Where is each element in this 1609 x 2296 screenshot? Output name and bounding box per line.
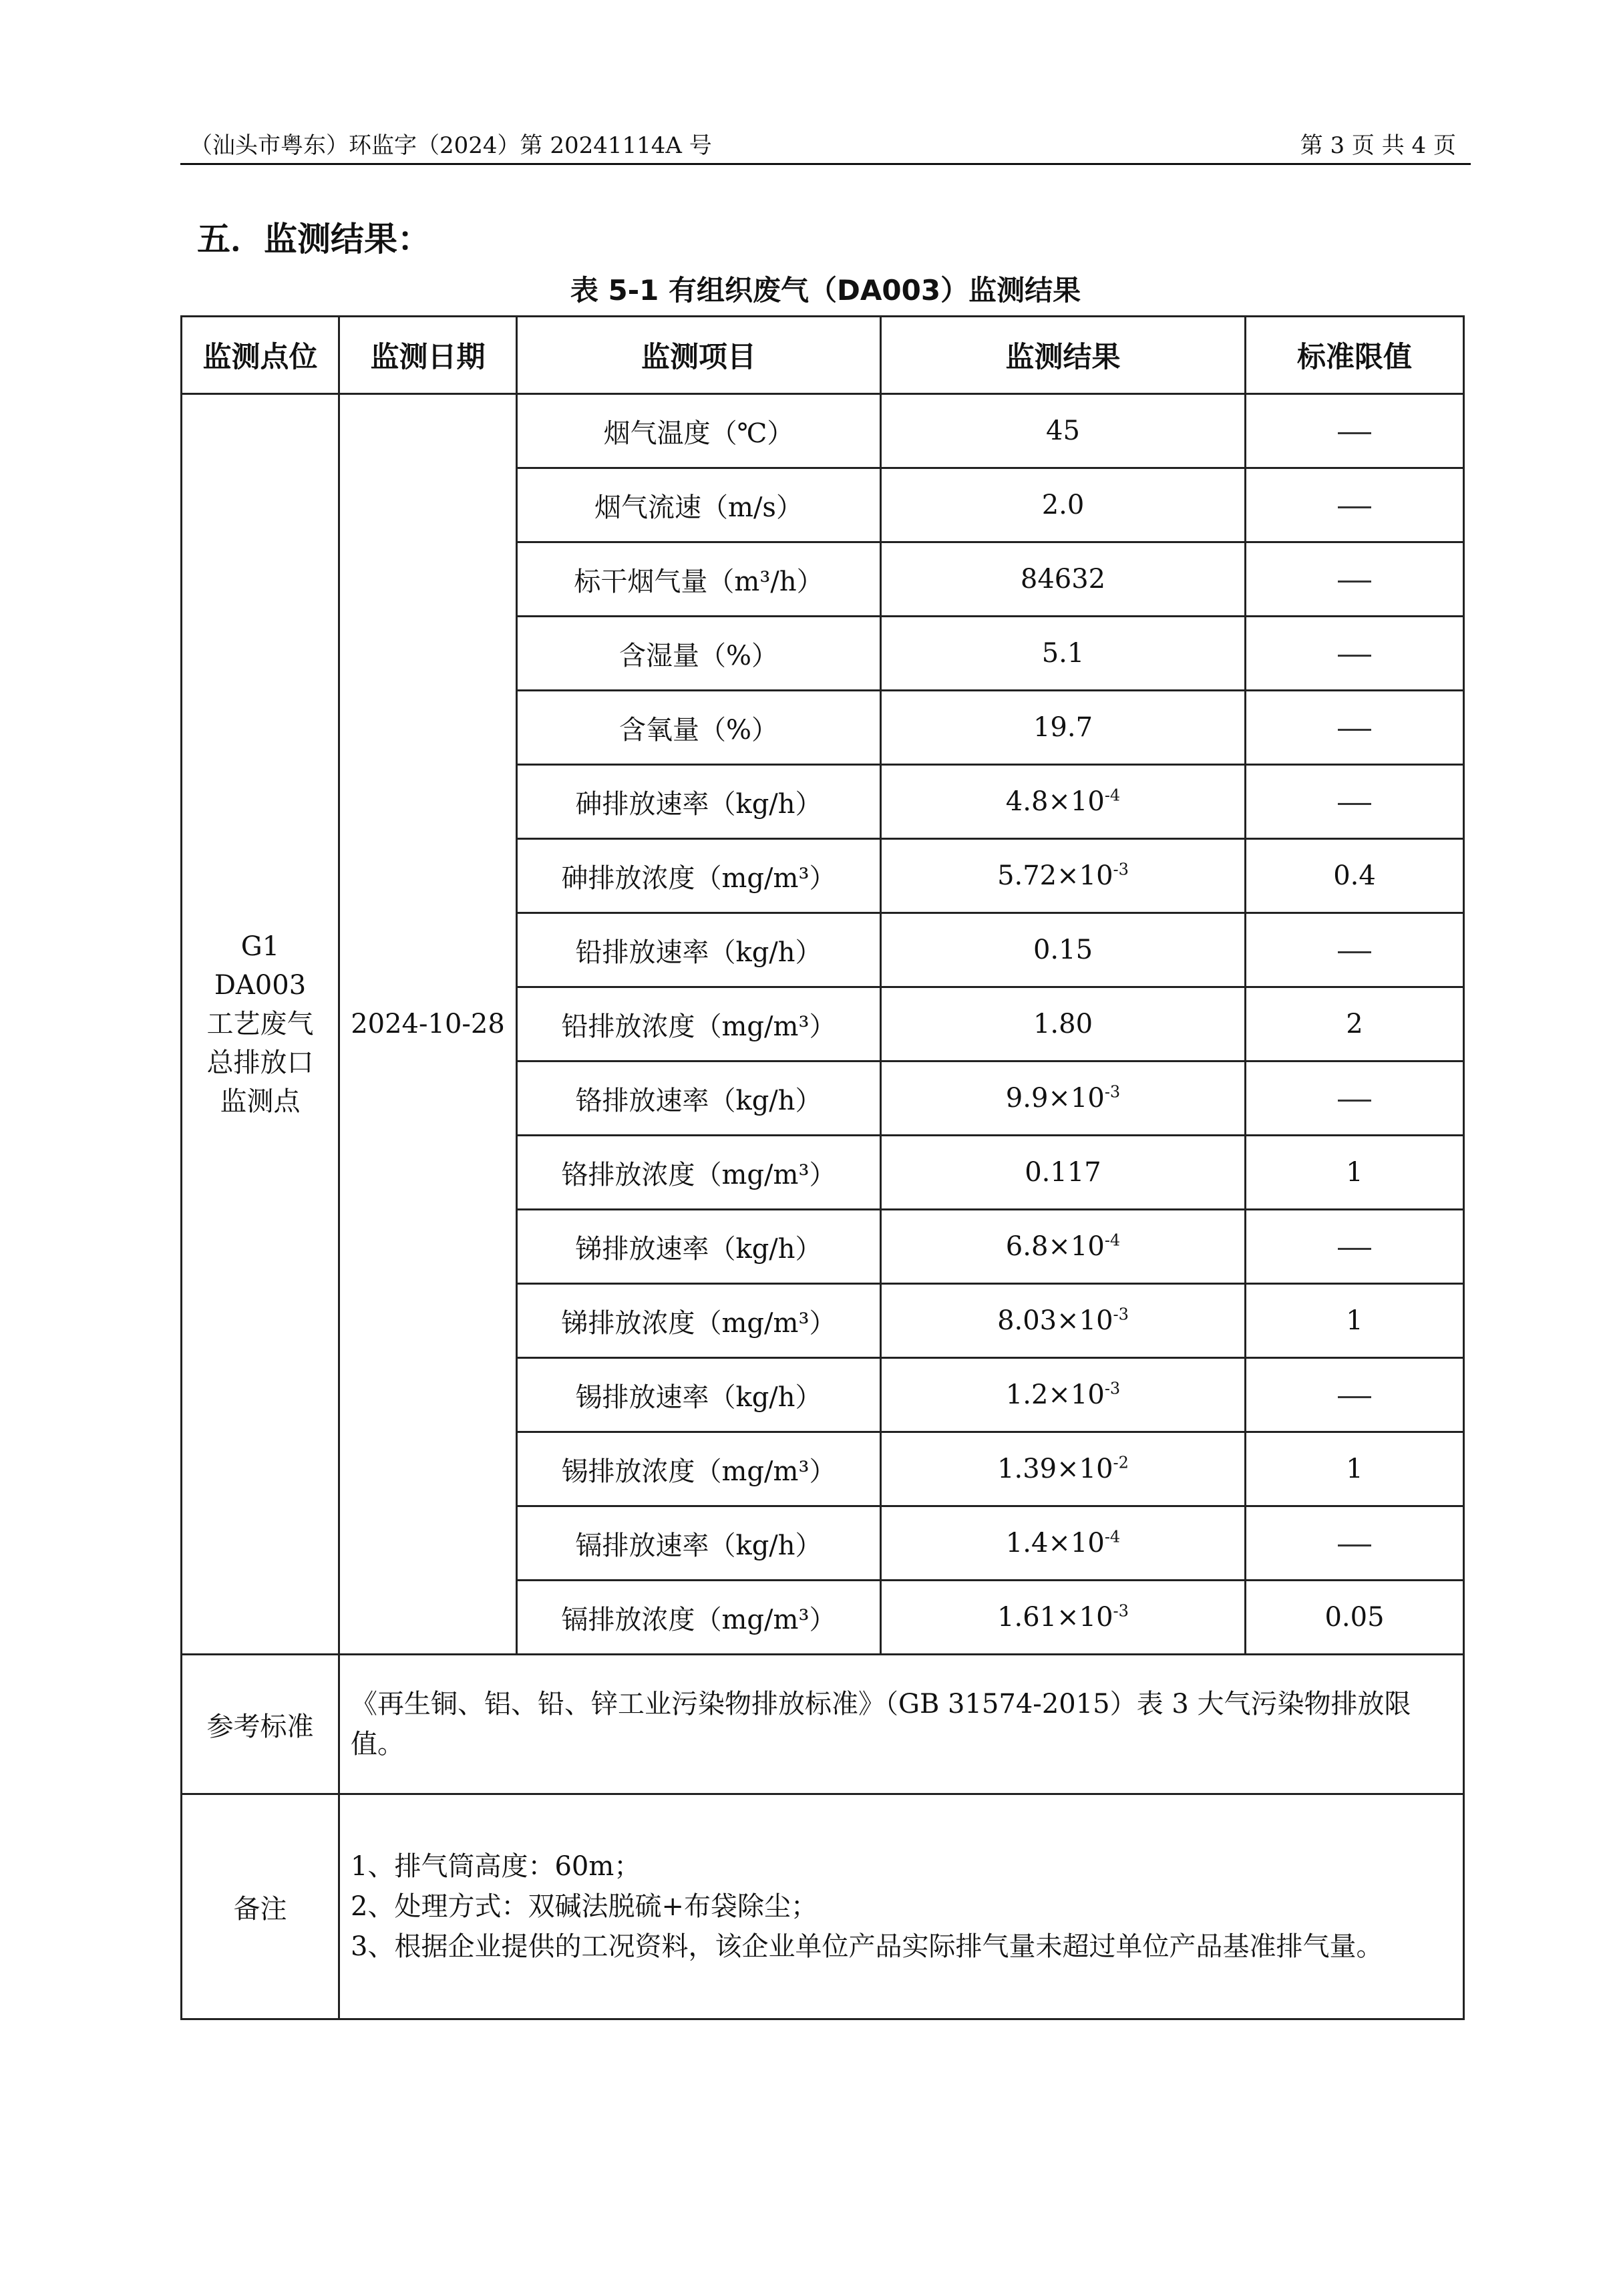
standard-limit-none bbox=[1246, 394, 1464, 468]
monitoring-result-cell bbox=[881, 1581, 1246, 1655]
monitoring-result-cell bbox=[881, 1358, 1246, 1432]
result-value: 0.117 bbox=[1025, 1157, 1101, 1188]
monitoring-item-cell: 铬排放速率（kg/h） bbox=[517, 1061, 881, 1136]
standard-limit-none bbox=[1246, 913, 1464, 987]
result-value: 1.39×10 bbox=[997, 1454, 1113, 1484]
result-exponent: -4 bbox=[1104, 1231, 1121, 1250]
standard-limit-cell: 2 bbox=[1246, 987, 1464, 1061]
result-value: 0.15 bbox=[1033, 935, 1093, 965]
column-header: 监测项目 bbox=[517, 317, 881, 394]
result-value: 84632 bbox=[1020, 564, 1106, 595]
result-value: 5.1 bbox=[1041, 638, 1085, 669]
monitoring-result-cell bbox=[881, 468, 1246, 542]
result-exponent: -3 bbox=[1113, 1305, 1129, 1324]
standard-limit-cell: 1 bbox=[1246, 1136, 1464, 1210]
dash-mark bbox=[1338, 432, 1371, 434]
column-header: 监测点位 bbox=[182, 317, 339, 394]
monitoring-item-cell: 砷排放速率（kg/h） bbox=[517, 765, 881, 839]
dash-mark bbox=[1338, 581, 1371, 583]
monitoring-item-cell: 锡排放浓度（mg/m³） bbox=[517, 1432, 881, 1506]
reference-row bbox=[182, 1655, 1464, 1794]
notes-row bbox=[182, 1794, 1464, 2019]
monitoring-result-cell bbox=[881, 617, 1246, 691]
table-row bbox=[182, 394, 1464, 468]
monitoring-result-cell bbox=[881, 1136, 1246, 1210]
column-header: 监测结果 bbox=[881, 317, 1246, 394]
monitoring-item-cell: 铅排放速率（kg/h） bbox=[517, 913, 881, 987]
monitoring-result-cell bbox=[881, 765, 1246, 839]
standard-limit-cell: 1 bbox=[1246, 1432, 1464, 1506]
standard-limit-none bbox=[1246, 542, 1464, 617]
result-value: 19.7 bbox=[1033, 712, 1093, 743]
dash-mark bbox=[1338, 1100, 1371, 1102]
monitoring-item-cell: 烟气温度（℃） bbox=[517, 394, 881, 468]
standard-limit-cell: 0.4 bbox=[1246, 839, 1464, 913]
table-header-row bbox=[182, 317, 1464, 394]
result-exponent: -3 bbox=[1113, 1601, 1129, 1621]
dash-mark bbox=[1338, 1396, 1371, 1398]
monitoring-result-cell bbox=[881, 1432, 1246, 1506]
result-value: 45 bbox=[1046, 416, 1080, 446]
result-value: 4.8×10 bbox=[1005, 786, 1105, 817]
result-value: 6.8×10 bbox=[1005, 1231, 1105, 1262]
column-header: 监测日期 bbox=[339, 317, 517, 394]
notes-label: 备注 bbox=[182, 1794, 339, 2019]
section-title: 五．监测结果： bbox=[197, 220, 431, 259]
monitoring-result-cell bbox=[881, 1284, 1246, 1358]
standard-limit-cell: 0.05 bbox=[1246, 1581, 1464, 1655]
result-value: 5.72×10 bbox=[997, 860, 1113, 891]
result-value: 1.80 bbox=[1033, 1009, 1093, 1039]
monitoring-item-cell: 含氧量（%） bbox=[517, 691, 881, 765]
standard-limit-none bbox=[1246, 691, 1464, 765]
standard-limit-cell: 1 bbox=[1246, 1284, 1464, 1358]
note-item: 3、根据企业提供的工况资料，该企业单位产品实际排气量未超过单位产品基准排气量。 bbox=[351, 1931, 1383, 1962]
result-exponent: -4 bbox=[1104, 1527, 1121, 1546]
standard-limit-none bbox=[1246, 1358, 1464, 1432]
dash-mark bbox=[1338, 951, 1371, 953]
monitoring-point-line: 工艺废气 bbox=[206, 1009, 314, 1039]
monitoring-item-cell: 含湿量（%） bbox=[517, 617, 881, 691]
reference-label: 参考标准 bbox=[182, 1655, 339, 1794]
page-header bbox=[180, 127, 1471, 160]
result-exponent: -4 bbox=[1104, 786, 1121, 805]
result-value: 9.9×10 bbox=[1005, 1083, 1105, 1114]
note-item: 2、处理方式：双碱法脱硫+布袋除尘； bbox=[351, 1891, 818, 1922]
dash-mark bbox=[1338, 729, 1371, 731]
standard-limit-none bbox=[1246, 765, 1464, 839]
dash-mark bbox=[1338, 1248, 1371, 1250]
monitoring-item-cell: 铅排放浓度（mg/m³） bbox=[517, 987, 881, 1061]
monitoring-result-cell bbox=[881, 1210, 1246, 1284]
result-value: 1.61×10 bbox=[997, 1602, 1113, 1633]
standard-limit-none bbox=[1246, 1506, 1464, 1581]
result-value: 1.4×10 bbox=[1005, 1528, 1105, 1559]
monitoring-result-cell bbox=[881, 1506, 1246, 1581]
dash-mark bbox=[1338, 506, 1371, 508]
standard-limit-none bbox=[1246, 1061, 1464, 1136]
monitoring-item-cell: 烟气流速（m/s） bbox=[517, 468, 881, 542]
monitoring-item-cell: 镉排放浓度（mg/m³） bbox=[517, 1581, 881, 1655]
result-exponent: -3 bbox=[1104, 1082, 1121, 1102]
reference-text: 《再生铜、铝、铅、锌工业污染物排放标准》（GB 31574-2015）表 3 大气污染物排放限值。 bbox=[339, 1655, 1464, 1794]
result-value: 1.2×10 bbox=[1005, 1379, 1105, 1410]
monitoring-item-cell: 标干烟气量（m³/h） bbox=[517, 542, 881, 617]
standard-limit-none bbox=[1246, 617, 1464, 691]
column-header: 标准限值 bbox=[1246, 317, 1464, 394]
monitoring-item-cell: 铬排放浓度（mg/m³） bbox=[517, 1136, 881, 1210]
standard-limit-none bbox=[1246, 468, 1464, 542]
monitoring-item-cell: 砷排放浓度（mg/m³） bbox=[517, 839, 881, 913]
monitoring-item-cell: 锡排放速率（kg/h） bbox=[517, 1358, 881, 1432]
results-table bbox=[180, 315, 1465, 2020]
notes-text bbox=[339, 1794, 1464, 2019]
monitoring-result-cell bbox=[881, 913, 1246, 987]
monitoring-result-cell bbox=[881, 542, 1246, 617]
table-caption: 表 5-1 有组织废气（DA003）监测结果 bbox=[570, 274, 1081, 307]
monitoring-item-cell: 锑排放浓度（mg/m³） bbox=[517, 1284, 881, 1358]
monitoring-item-cell: 锑排放速率（kg/h） bbox=[517, 1210, 881, 1284]
dash-mark bbox=[1338, 655, 1371, 657]
result-value: 2.0 bbox=[1041, 490, 1085, 520]
monitoring-point-line: 监测点 bbox=[220, 1086, 301, 1117]
monitoring-result-cell bbox=[881, 987, 1246, 1061]
monitoring-result-cell bbox=[881, 691, 1246, 765]
monitoring-point-line: 总排放口 bbox=[206, 1047, 314, 1078]
result-exponent: -2 bbox=[1113, 1453, 1129, 1472]
header-rule bbox=[180, 163, 1471, 165]
monitoring-result-cell bbox=[881, 1061, 1246, 1136]
monitoring-point-cell bbox=[182, 394, 339, 1655]
page-number: 第 3 页 共 4 页 bbox=[1300, 132, 1456, 159]
note-item: 1、排气筒高度：60m； bbox=[351, 1851, 641, 1882]
result-exponent: -3 bbox=[1104, 1379, 1121, 1398]
dash-mark bbox=[1338, 803, 1371, 805]
monitoring-point-line: G1 bbox=[240, 931, 280, 962]
monitoring-date-cell: 2024-10-28 bbox=[339, 394, 517, 1655]
document-number: （汕头市粤东）环监字（2024）第 20241114A 号 bbox=[190, 132, 712, 159]
monitoring-item-cell: 镉排放速率（kg/h） bbox=[517, 1506, 881, 1581]
monitoring-result-cell bbox=[881, 394, 1246, 468]
dash-mark bbox=[1338, 1544, 1371, 1546]
monitoring-point-line: DA003 bbox=[214, 970, 307, 1001]
standard-limit-none bbox=[1246, 1210, 1464, 1284]
monitoring-result-cell bbox=[881, 839, 1246, 913]
result-value: 8.03×10 bbox=[997, 1305, 1113, 1336]
result-exponent: -3 bbox=[1113, 860, 1129, 879]
